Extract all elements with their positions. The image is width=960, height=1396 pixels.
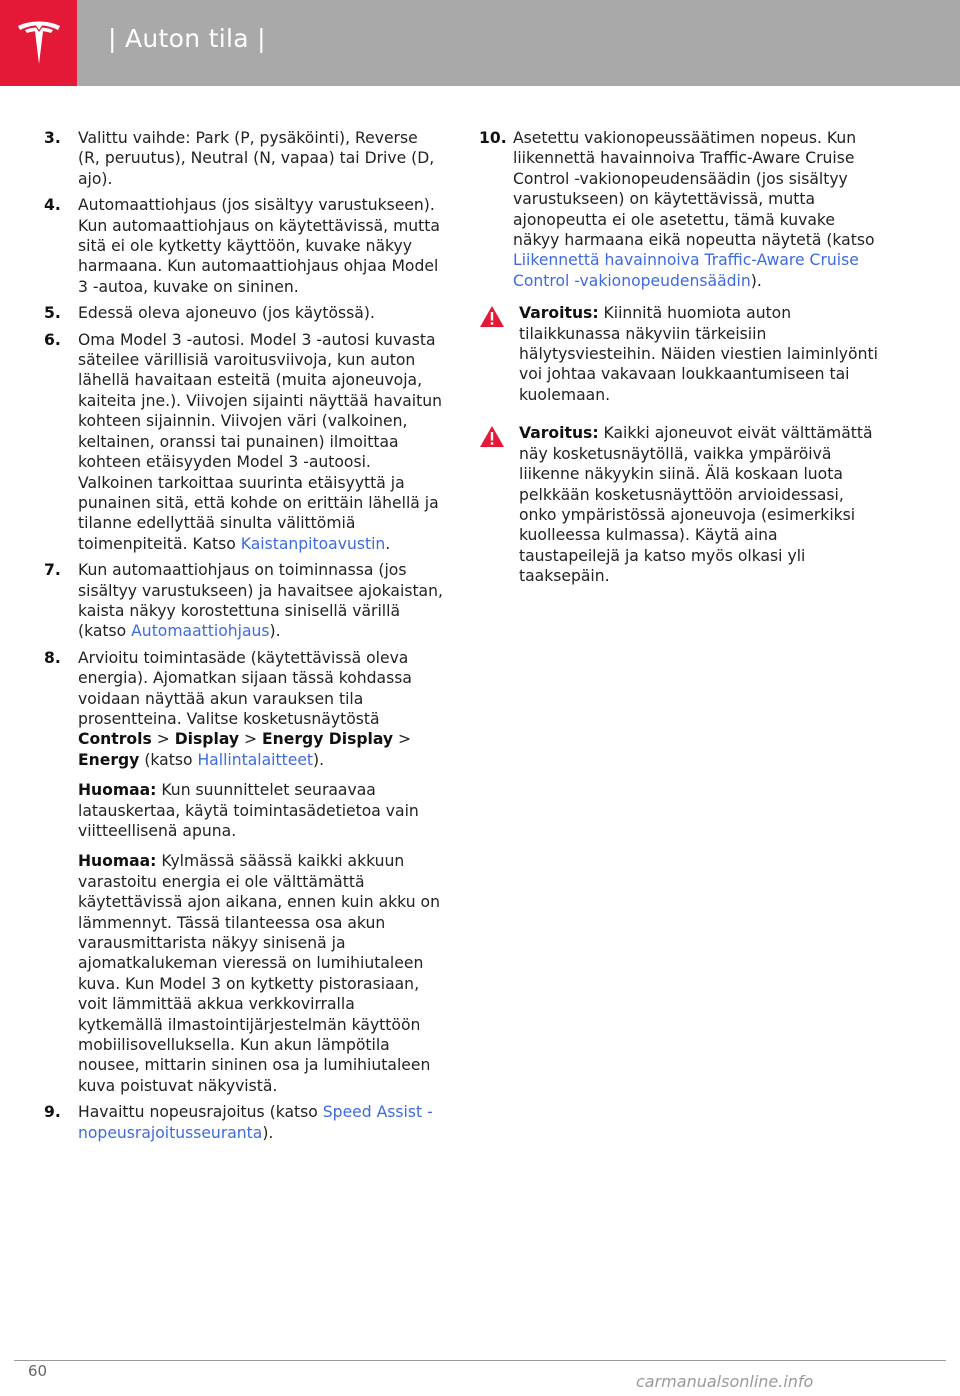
tesla-logo-icon [16, 18, 62, 68]
list-item [479, 128, 879, 291]
list-item [44, 1102, 444, 1143]
item-number: 3. [44, 129, 61, 147]
watermark: carmanualsonline.info [636, 1372, 814, 1391]
item-paragraph: Edessä oleva ajoneuvo (jos käytössä). [78, 304, 375, 323]
list-item [44, 303, 444, 323]
bold-term: Energy Display [262, 730, 394, 749]
list-item [44, 648, 444, 1097]
bold-term: Huomaa: [78, 852, 157, 871]
footer-divider [14, 1360, 946, 1361]
bold-term: Energy [78, 750, 140, 769]
item-paragraph: Valittu vaihde: Park (P, pysäköinti), Reverse (R, peruutus), Neutral (N, vapaa) tai Drive (D, ajo). [78, 129, 435, 188]
right-column [479, 128, 879, 605]
item-paragraph: Automaattiohjaus (jos sisältyy varustukseen). Kun automaattiohjaus on käytettävissä, mutta sitä ei ole kytketty käyttöön, kuvake näkyy harmaana. Kun automaattiohjaus ohjaa Model 3 -autoa, kuvake on sininen. [78, 196, 440, 296]
item-number: 4. [44, 196, 61, 215]
item-number: 6. [44, 330, 61, 349]
page-number: 60 [28, 1362, 48, 1380]
list-item [44, 195, 444, 297]
item-body [78, 303, 444, 323]
cross-reference-link[interactable]: Automaattiohjaus [131, 622, 270, 641]
item-paragraph: Kun automaattiohjaus on toiminnassa (jos sisältyy varustukseen) ja havaitsee ajokaistan, kaista näkyy korostettuna sinisellä värillä (katso Automaattiohjaus). [78, 561, 443, 641]
warning-note [479, 303, 879, 405]
item-body [78, 330, 444, 554]
bold-term: Controls [78, 730, 152, 749]
tesla-logo [0, 0, 77, 86]
bold-term: Varoitus: [519, 304, 599, 323]
bold-term: Varoitus: [519, 424, 599, 443]
item-number: 5. [44, 304, 61, 323]
warning-triangle-icon [479, 303, 519, 405]
page-header [0, 0, 960, 86]
item-number: 10. [479, 129, 507, 147]
item-paragraph: Havaittu nopeusrajoitus (katso Speed Assist -nopeusrajoitusseuranta). [78, 1103, 433, 1142]
item-body [78, 1102, 444, 1143]
page-title: | Auton tila | [108, 24, 266, 53]
item-body [513, 128, 879, 291]
warning-note [479, 423, 879, 586]
list-item [44, 560, 444, 642]
cross-reference-link[interactable]: Hallintalaitteet [197, 750, 314, 769]
right-item-list [479, 128, 879, 291]
item-number: 8. [44, 648, 61, 667]
item-body [78, 128, 444, 189]
item-body [78, 195, 444, 297]
item-paragraph: Asetettu vakionopeussäätimen nopeus. Kun liikennettä havainnoiva Traffic-Aware Cruise Control -vakionopeudensäädin (jos sisältyy varustukseen) on käytettävissä, mutta ajonopeutta ei ole asetettu, tämä kuvake näkyy harmaana eikä nopeutta näytetä (katso Liikennettä havainnoiva Traffic-Aware Cruise Control -vakionopeudensäädin). [513, 129, 875, 290]
item-paragraph: Arvioitu toimintasäde (käytettävissä oleva energia). Ajomatkan sijaan tässä kohdassa voidaan näyttää akun varauksen tila prosentteina. Valitse kosketusnäytöstä Controls > Display > Energy Display > Energy (katso Hallintalaitteet). [78, 648, 412, 769]
warning-text: Varoitus: Kiinnitä huomiota auton tilaikkunassa näkyviin tärkeisiin hälytysviesteihin. Näiden viestien laiminlyönti voi johtaa vakavaan loukkaantumiseen tai kuolemaan. [519, 304, 878, 404]
list-item [44, 128, 444, 189]
cross-reference-link[interactable]: Liikennettä havainnoiva Traffic-Aware Cruise Control -vakionopeudensäädin [513, 251, 859, 290]
list-item [44, 330, 444, 554]
warning-text: Varoitus: Kaikki ajoneuvot eivät välttämättä näy kosketusnäytöllä, vaikka ympäröivä liikenne näkyykin siinä. Älä koskaan luota pelkkään kosketusnäyttöön arvioidessasi, onko ympäristössä ajoneuvoja (esimerkiksi kuolleessa kulmassa). Käytä aina taustapeilejä ja katso myös olkasi yli taaksepäin. [519, 424, 873, 586]
bold-term: Display [174, 730, 240, 749]
cross-reference-link[interactable]: Speed Assist -nopeusrajoitusseuranta [78, 1103, 433, 1142]
item-paragraph: Huomaa: Kun suunnittelet seuraavaa latauskertaa, käytä toimintasädetietoa vain viitteellisenä apuna. [78, 781, 419, 840]
item-body [78, 560, 444, 642]
item-number: 7. [44, 561, 61, 580]
item-paragraph: Oma Model 3 -autosi. Model 3 -autosi kuvasta säteilee värillisiä varoitusviivoja, kun auton lähellä havaitaan esteitä (muita ajoneuvoja, kaiteita jne.). Viivojen sijainti näyttää havaitun kohteen sijainnin. Viivojen väri (valkoinen, keltainen, oranssi tai punainen) ilmoittaa kohteen etäisyyden Model 3 -autoosi. Valkoinen tarkoittaa suurinta etäisyyttä ja punainen sitä, että kohde on erittäin lähellä ja tilanne edellyttää sinulta välittömiä toimenpiteitä. Katso Kaistanpitoavustin. [78, 330, 442, 553]
item-paragraph: Huomaa: Kylmässä säässä kaikki akkuun varastoitu energia ei ole välttämättä käytettävissä ajon aikana, ennen kuin akku on lämmennyt. Tässä tilanteessa osa akun varausmittarista näkyy sinisenä ja ajomatkalukeman vieressä on lumihiutaleen kuva. Kun Model 3 on kytketty pistorasiaan, voit lämmittää akkua verkkovirralla kytkemällä ilmastointijärjestelmän käyttöön mobiilisovelluksella. Kun akun lämpötila nousee, mittarin sininen osa ja lumihiutaleen kuva poistuvat näkyvistä. [78, 852, 440, 1095]
warning-triangle-icon [479, 423, 519, 586]
cross-reference-link[interactable]: Kaistanpitoavustin [240, 534, 386, 553]
left-column [44, 128, 444, 1149]
item-number: 9. [44, 1103, 61, 1122]
warning-list [479, 303, 879, 586]
item-body [78, 648, 444, 1097]
bold-term: Huomaa: [78, 781, 157, 800]
